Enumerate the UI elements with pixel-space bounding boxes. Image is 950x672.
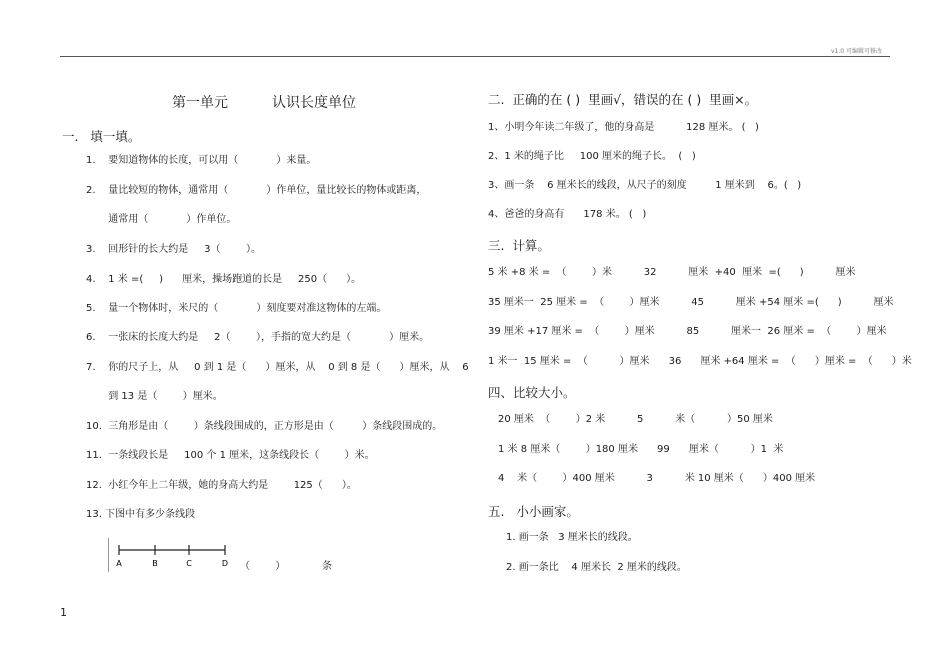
question-13: 13. 下图中有多少条线段 [86, 509, 196, 520]
section1-heading: 一. 填一填。 [62, 129, 141, 144]
question-11: 11. 一条线段长是 100 个 1 厘米，这条线段长（ ）米。 [86, 450, 375, 461]
question-5: 5. 量一个物体时，米尺的（ ）刻度要对准这物体的左端。 [86, 303, 387, 314]
question-2-cont: 通常用（ ）作单位。 [86, 214, 237, 225]
page-title-unit: 第一单元 [172, 95, 228, 111]
question-13-blank: （ ） [240, 561, 286, 572]
question-13-unit: 条 [322, 561, 332, 572]
line-segment-diagram [108, 538, 235, 572]
section3-heading: 三. 计算。 [488, 238, 550, 253]
point-label-a: A [116, 559, 122, 568]
draw-2: 2. 画一条比 4 厘米长 2 厘米的线段。 [506, 562, 687, 573]
question-2: 2. 量比较短的物体，通常用（ ）作单位，量比较长的物体或距离， [86, 185, 427, 196]
question-6: 6. 一张床的长度大约是 2（ ），手指的宽大约是（ ）厘米。 [86, 332, 430, 343]
calc-4: 1 米一 15 厘米 = （ ）厘米 36 厘米 +64 厘米 = （ ）厘米 = （ ）米 [488, 356, 912, 367]
compare-1: 20 厘米 （ ）2 米 5 米（ ）50 厘米 [498, 414, 773, 425]
header-rule [60, 56, 890, 57]
draw-1: 1. 画一条 3 厘米长的线段。 [506, 532, 638, 543]
point-label-b: B [152, 559, 158, 568]
calc-1: 5 米 +8 米 = （ ）米 32 厘米 +40 厘米 =( ) 厘米 [488, 267, 856, 278]
compare-3: 4 米（ ）400 厘米 3 米 10 厘米（ ）400 厘米 [498, 473, 816, 484]
question-12: 12. 小红今年上二年级，她的身高大约是 125（ ）。 [86, 480, 357, 491]
calc-2: 35 厘米一 25 厘米 = （ ）厘米 45 厘米 +54 厘米 =( ) 厘米 [488, 297, 894, 308]
section2-heading: 二. 正确的在 ( ) 里画√，错误的在 ( ) 里画×。 [488, 92, 758, 107]
question-3: 3. 回形针的长大约是 3（ ）。 [86, 244, 261, 255]
section4-heading: 四、比较大小。 [488, 385, 576, 400]
question-10: 10. 三角形是由（ ）条线段围成的，正方形是由（ ）条线段围成的。 [86, 421, 443, 432]
judge-1: 1、小明今年读二年级了，他的身高是 128 厘米。 ( ) [488, 122, 759, 133]
question-7-cont: 到 13 是（ ）厘米。 [86, 391, 223, 402]
question-7: 7. 你的尺子上，从 0 到 1 是（ ）厘米，从 0 到 8 是（ ）厘米，从 6 [86, 362, 469, 373]
calc-3: 39 厘米 +17 厘米 = （ ）厘米 85 厘米一 26 厘米 = （ ）厘米 [488, 326, 887, 337]
question-4: 4. 1 米 =( ) 厘米，操场跑道的长是 250（ ）。 [86, 274, 362, 285]
point-label-c: C [186, 559, 192, 568]
page-title-topic: 认识长度单位 [272, 95, 356, 111]
question-1: 1. 要知道物体的长度，可以用（ ）来量。 [86, 155, 317, 166]
header-meta: v1.0 可编辑可修改 [830, 48, 882, 55]
point-label-d: D [221, 559, 229, 568]
judge-2: 2、1 米的绳子比 100 厘米的绳子长。 ( ) [488, 151, 696, 162]
judge-4: 4、爸爸的身高有 178 米。 ( ) [488, 209, 647, 220]
judge-3: 3、画一条 6 厘米长的线段，从尺子的刻度 1 厘米到 6。( ) [488, 180, 802, 191]
compare-2: 1 米 8 厘米（ ）180 厘米 99 厘米（ ）1 米 [498, 444, 784, 455]
section5-heading: 五. 小小画家。 [488, 504, 579, 519]
page-number: 1 [60, 606, 67, 619]
